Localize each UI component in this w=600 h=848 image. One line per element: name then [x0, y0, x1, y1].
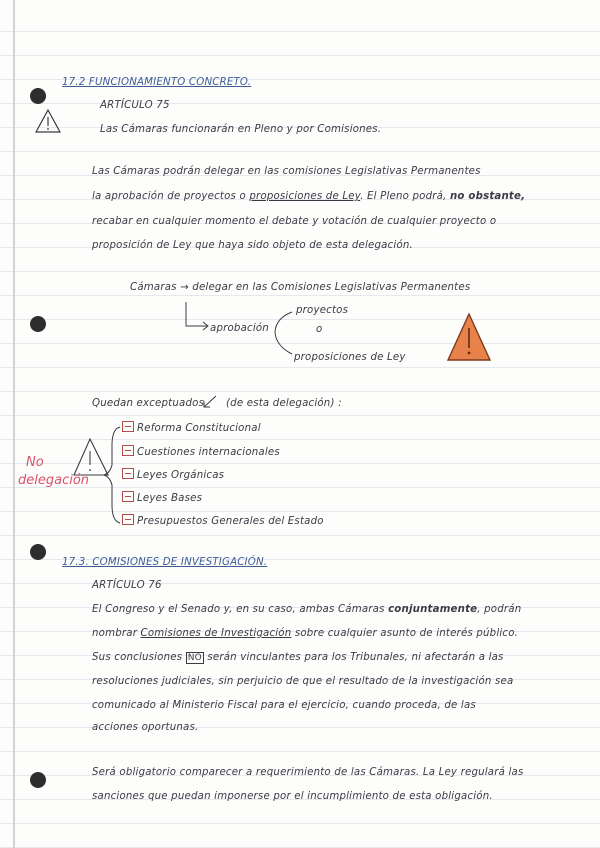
warning-triangle-icon: [34, 108, 62, 134]
margin-line: [13, 0, 15, 848]
text-fragment: nombrar: [92, 628, 141, 639]
underlined-term: Comisiones de Investigación: [140, 628, 292, 639]
text-line: [92, 604, 521, 615]
exception-label: Cuestiones internacionales: [137, 447, 280, 458]
exception-label: Presupuestos Generales del Estado: [137, 516, 324, 527]
article-number: ARTÍCULO 75: [100, 100, 170, 111]
binder-hole: [30, 544, 46, 560]
checkbox-icon: [122, 445, 134, 456]
bold-term: conjuntamente: [388, 604, 478, 615]
text-line: Será obligatorio comparecer a requerimiento de las Cámaras. La Ley regulará las: [92, 767, 524, 778]
exception-label: Leyes Orgánicas: [137, 470, 225, 481]
text-line: [92, 652, 504, 663]
exception-item: [122, 468, 224, 481]
text-line: resoluciones judiciales, sin perjuicio de que el resultado de la investigación sea: [92, 676, 514, 687]
boxed-no: NO: [187, 653, 202, 663]
text-fragment: sobre cualquier asunto de interés público.: [291, 628, 519, 639]
text-fragment: Sus conclusiones: [92, 652, 186, 663]
checkbox-icon: [122, 421, 134, 432]
diagram-o: o: [316, 324, 323, 335]
section-heading: 17.2 FUNCIONAMIENTO CONCRETO.: [62, 77, 252, 88]
checkbox-icon: [122, 468, 134, 479]
article-number: ARTÍCULO 76: [92, 580, 162, 591]
text-fragment: la aprobación de proyectos o: [92, 191, 250, 202]
exception-item: [122, 514, 324, 527]
text-fragment: . El Pleno podrá,: [360, 191, 450, 202]
diagram-arrow: [182, 300, 212, 332]
text-line: sanciones que puedan imponerse por el incumplimiento de esta obligación.: [92, 791, 493, 802]
text-fragment: , podrán: [477, 604, 522, 615]
section-heading: 17.3. COMISIONES DE INVESTIGACIÓN.: [62, 557, 268, 568]
exception-label: Reforma Constitucional: [137, 423, 261, 434]
text-line: [92, 628, 518, 639]
text-line: acciones oportunas.: [92, 722, 199, 733]
checkbox-icon: [122, 491, 134, 502]
checkbox-icon: [122, 514, 134, 525]
exceptions-note: (de esta delegación) :: [226, 398, 342, 409]
binder-hole: [30, 772, 46, 788]
binder-hole: [30, 316, 46, 332]
orange-warning-triangle-icon: [446, 312, 492, 362]
exception-item: [122, 491, 202, 504]
text-line: proposición de Ley que haya sido objeto de esta delegación.: [92, 240, 413, 251]
diagram-proposiciones: proposiciones de Ley: [294, 352, 406, 363]
text-line: Las Cámaras podrán delegar en las comisiones Legislativas Permanentes: [92, 166, 481, 177]
side-note-delegacion: delegación: [18, 473, 90, 488]
diagram-top-line: Cámaras → delegar en las Comisiones Legislativas Permanentes: [130, 282, 471, 293]
exception-label: Leyes Bases: [137, 493, 203, 504]
text-line: comunicado al Ministerio Fiscal para el ejercicio, cuando proceda, de las: [92, 700, 476, 711]
text-line: Las Cámaras funcionarán en Pleno y por Comisiones.: [100, 124, 382, 135]
bold-term: no obstante,: [449, 191, 526, 202]
diagram-proyectos: proyectos: [296, 305, 349, 316]
side-note-no: No: [26, 455, 44, 470]
diagram-aprobacion: aprobación: [210, 323, 269, 334]
text-line: recabar en cualquier momento el debate y votación de cualquier proyecto o: [92, 216, 497, 227]
exception-item: [122, 445, 280, 458]
text-fragment: El Congreso y el Senado y, en su caso, ambas Cámaras: [92, 604, 389, 615]
text-line: [92, 191, 525, 202]
underlined-term: proposiciones de Ley: [249, 191, 361, 202]
exceptions-title: Quedan exceptuados: [92, 398, 205, 409]
text-fragment: serán vinculantes para los Tribunales, ni afectarán a las: [203, 652, 504, 663]
exception-item: [122, 421, 261, 434]
binder-hole: [30, 88, 46, 104]
arrow-down-left-icon: [200, 394, 220, 410]
